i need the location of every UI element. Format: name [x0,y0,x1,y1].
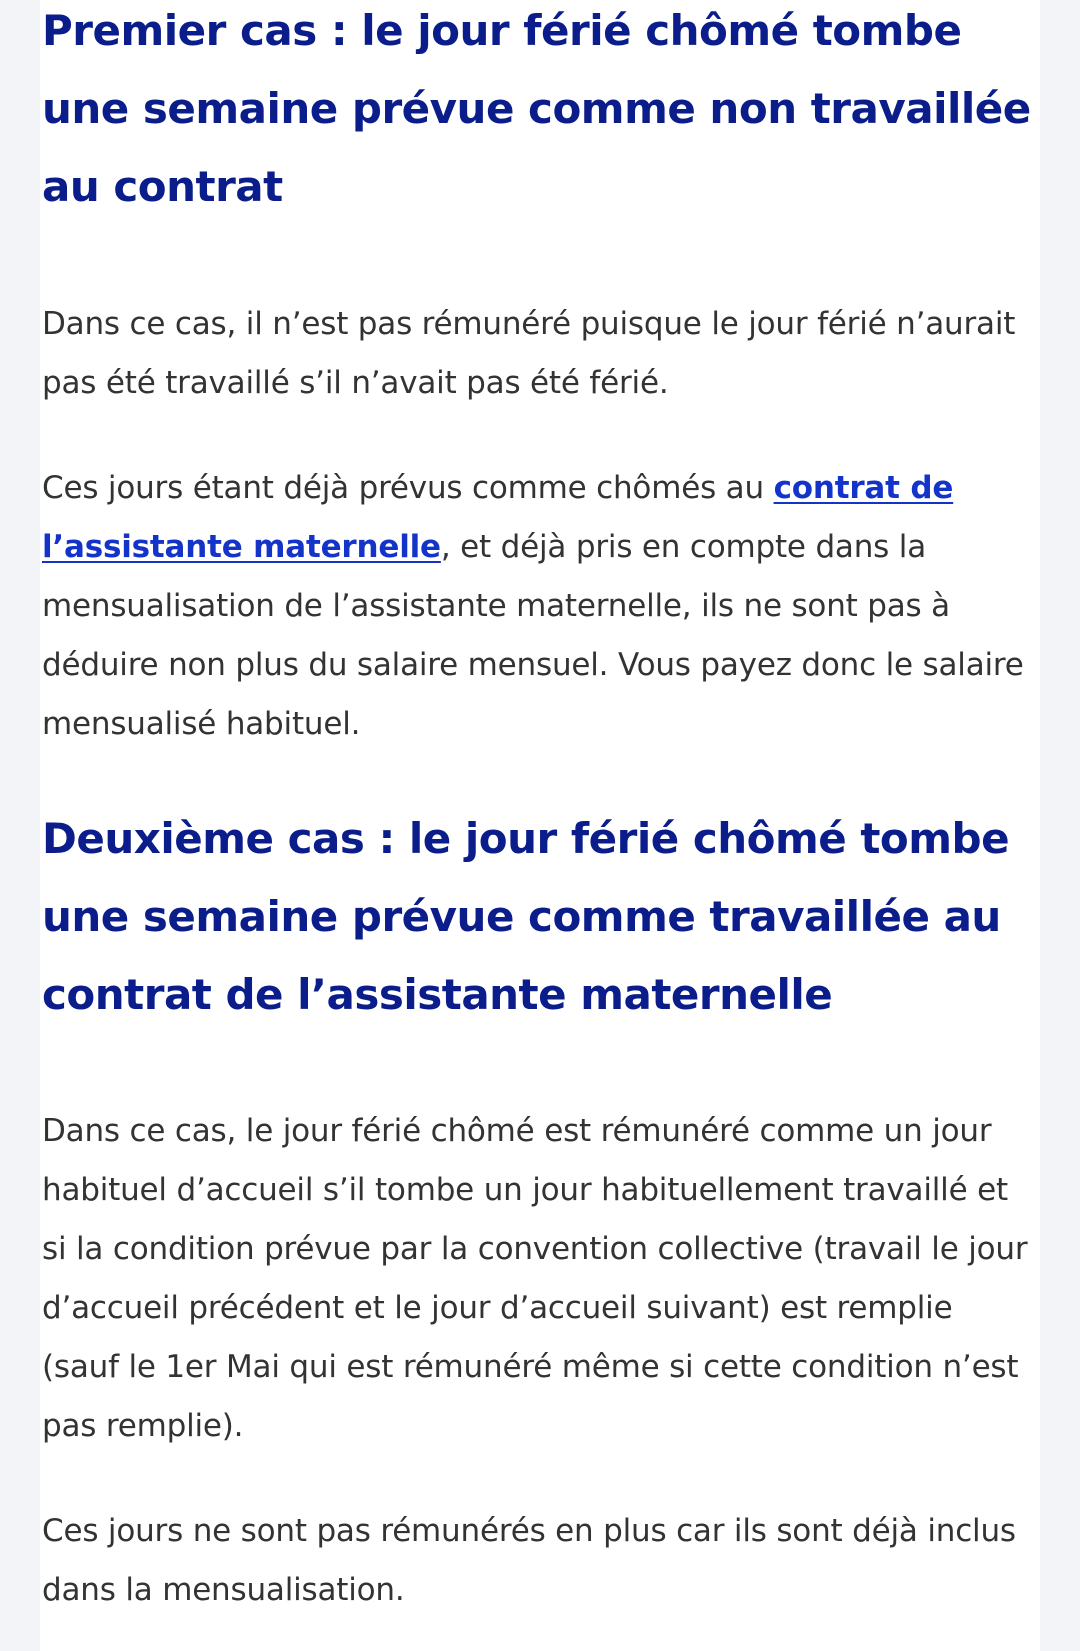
paragraph-text-after-link: , et déjà pris en compte dans la mensualisation de l’assistante maternelle, ils ne sont pas à déduire non plus du salaire mensuel. Vous payez donc le salaire mensualisé habituel. [42,529,1024,742]
paragraph-inclus-mensualisation: Ces jours ne sont pas rémunérés en plus car ils sont déjà inclus dans la mensualisation. [42,1513,1016,1608]
paragraph-jours-chomes [42,459,1036,754]
section-heading-deuxieme-cas: Deuxième cas : le jour férié chômé tombe une semaine prévue comme travaillée au contrat de l’assistante maternelle [42,814,1010,1019]
contrat-assistante-maternelle-link[interactable]: contrat de l’assistante maternelle [42,470,954,565]
section-heading-premier-cas: Premier cas : le jour férié chômé tombe une semaine prévue comme non travaillée au contrat [42,6,1031,211]
paragraph-non-remunere: Dans ce cas, il n’est pas rémunéré puisque le jour férié n’aurait pas été travaillé s’il n’avait pas été férié. [42,306,1016,401]
paragraph-text-before-link: Ces jours étant déjà prévus comme chômés au [42,470,774,506]
paragraph-remunere-jour-habituel: Dans ce cas, le jour férié chômé est rémunéré comme un jour habituel d’accueil s’il tombe un jour habituellement travaillé et si la condition prévue par la convention collective (travail le jour d’accueil précédent et le jour d’accueil suivant) est remplie (sauf le 1er Mai qui est rémunéré même si cette condition n’est pas remplie). [42,1113,1028,1444]
